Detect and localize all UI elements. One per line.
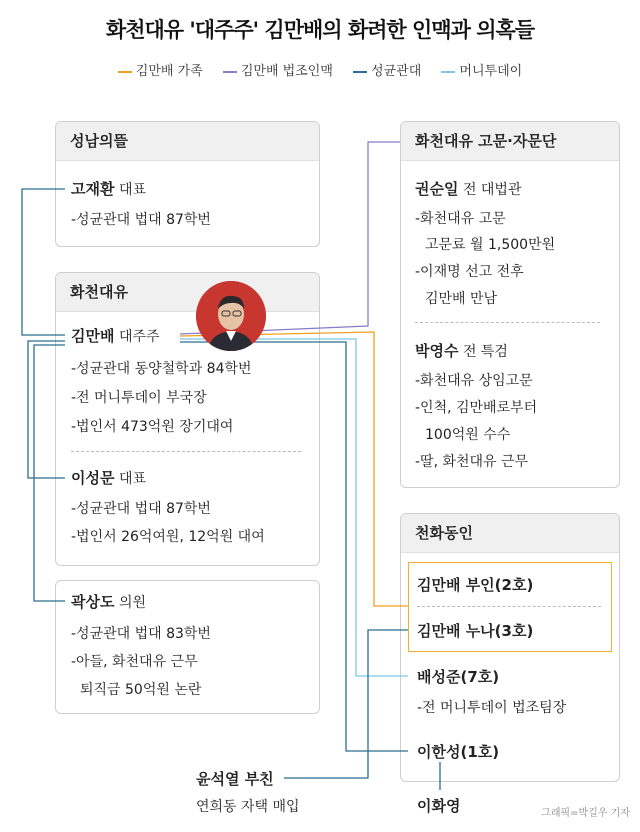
yoon-detail: 연희동 자택 매입 xyxy=(196,799,300,815)
lee-detail-2: -법인서 26억여원, 12억원 대여 xyxy=(71,529,265,545)
kwon-entry xyxy=(415,178,521,199)
skku-line-kwak xyxy=(34,345,65,601)
hwacheon-divider xyxy=(71,451,301,452)
hwacheon-header: 화천대유 xyxy=(56,273,319,312)
park-role: 전 특검 xyxy=(462,344,508,360)
bae-detail: -전 머니투데이 법조팀장 xyxy=(417,700,567,716)
kwak-name: 곽상도 xyxy=(71,593,115,611)
kwon-detail-1: -화천대유 고문 xyxy=(415,211,506,227)
family-divider xyxy=(417,606,601,607)
kim-photo xyxy=(196,281,266,351)
legend-skku: 성균관대 xyxy=(353,60,421,79)
kim-role: 대주주 xyxy=(118,329,160,345)
kim-name: 김만배 xyxy=(71,327,115,345)
goh-detail: -성균관대 법대 87학번 xyxy=(71,212,211,228)
lee-role: 대표 xyxy=(118,471,146,487)
lee-detail-1: -성균관대 법대 87학번 xyxy=(71,501,211,517)
lee-name: 이성문 xyxy=(71,469,115,487)
park-detail-1: -화천대유 상임고문 xyxy=(415,373,533,389)
kwon-detail-2: 고문료 월 1,500만원 xyxy=(425,237,556,253)
kim-entry xyxy=(71,325,160,346)
legend-mt: 머니투데이 xyxy=(441,60,522,79)
wife-entry: 김만배 부인(2호) xyxy=(417,576,534,594)
kwak-role: 의원 xyxy=(118,595,146,611)
credit: 그래픽=박길우 기자 xyxy=(541,808,630,819)
advisors-header: 화천대유 고문·자문단 xyxy=(401,122,619,161)
legend-legal: 김만배 법조인맥 xyxy=(223,60,333,79)
yoon-name: 윤석열 부친 xyxy=(196,770,274,788)
cheonhwa-header: 천화동인 xyxy=(401,514,619,553)
lee-entry xyxy=(71,467,146,488)
kwak-entry xyxy=(71,591,146,612)
leehs-entry: 이한성(1호) xyxy=(417,743,500,761)
sister-entry: 김만배 누나(3호) xyxy=(417,622,534,640)
skku-line-goh xyxy=(22,189,65,335)
kwon-detail-4: 김만배 만남 xyxy=(425,291,498,307)
park-detail-2: -인척, 김만배로부터 xyxy=(415,400,538,416)
park-name: 박영수 xyxy=(415,342,459,360)
kwon-detail-3: -이재명 선고 전후 xyxy=(415,264,524,280)
kim-detail-1: -성균관대 동양철학과 84학번 xyxy=(71,361,252,377)
kim-detail-3: -법인서 473억원 장기대여 xyxy=(71,419,234,435)
park-detail-4: -딸, 화천대유 근무 xyxy=(415,454,529,470)
kwon-role: 전 대법관 xyxy=(462,182,522,198)
legend-family: 김만배 가족 xyxy=(118,60,203,79)
bae-entry: 배성준(7호) xyxy=(417,668,500,686)
advisors-divider xyxy=(415,322,600,323)
goh-entry xyxy=(71,178,146,199)
goh-name: 고재환 xyxy=(71,180,115,198)
kwon-name: 권순일 xyxy=(415,180,459,198)
kim-detail-2: -전 머니투데이 부국장 xyxy=(71,390,207,406)
kwak-detail-1: -성균관대 법대 83학번 xyxy=(71,626,211,642)
page-title: 화천대유 '대주주' 김만배의 화려한 인맥과 의혹들 xyxy=(105,18,535,42)
seongnam-header: 성남의뜰 xyxy=(56,122,319,161)
kwak-detail-2: -아들, 화천대유 근무 xyxy=(71,654,198,670)
park-entry xyxy=(415,340,508,361)
kwak-detail-3: 퇴직금 50억원 논란 xyxy=(80,682,202,698)
goh-role: 대표 xyxy=(118,182,146,198)
park-detail-3: 100억원 수수 xyxy=(425,427,511,443)
leehwayoung-name: 이화영 xyxy=(417,797,461,815)
